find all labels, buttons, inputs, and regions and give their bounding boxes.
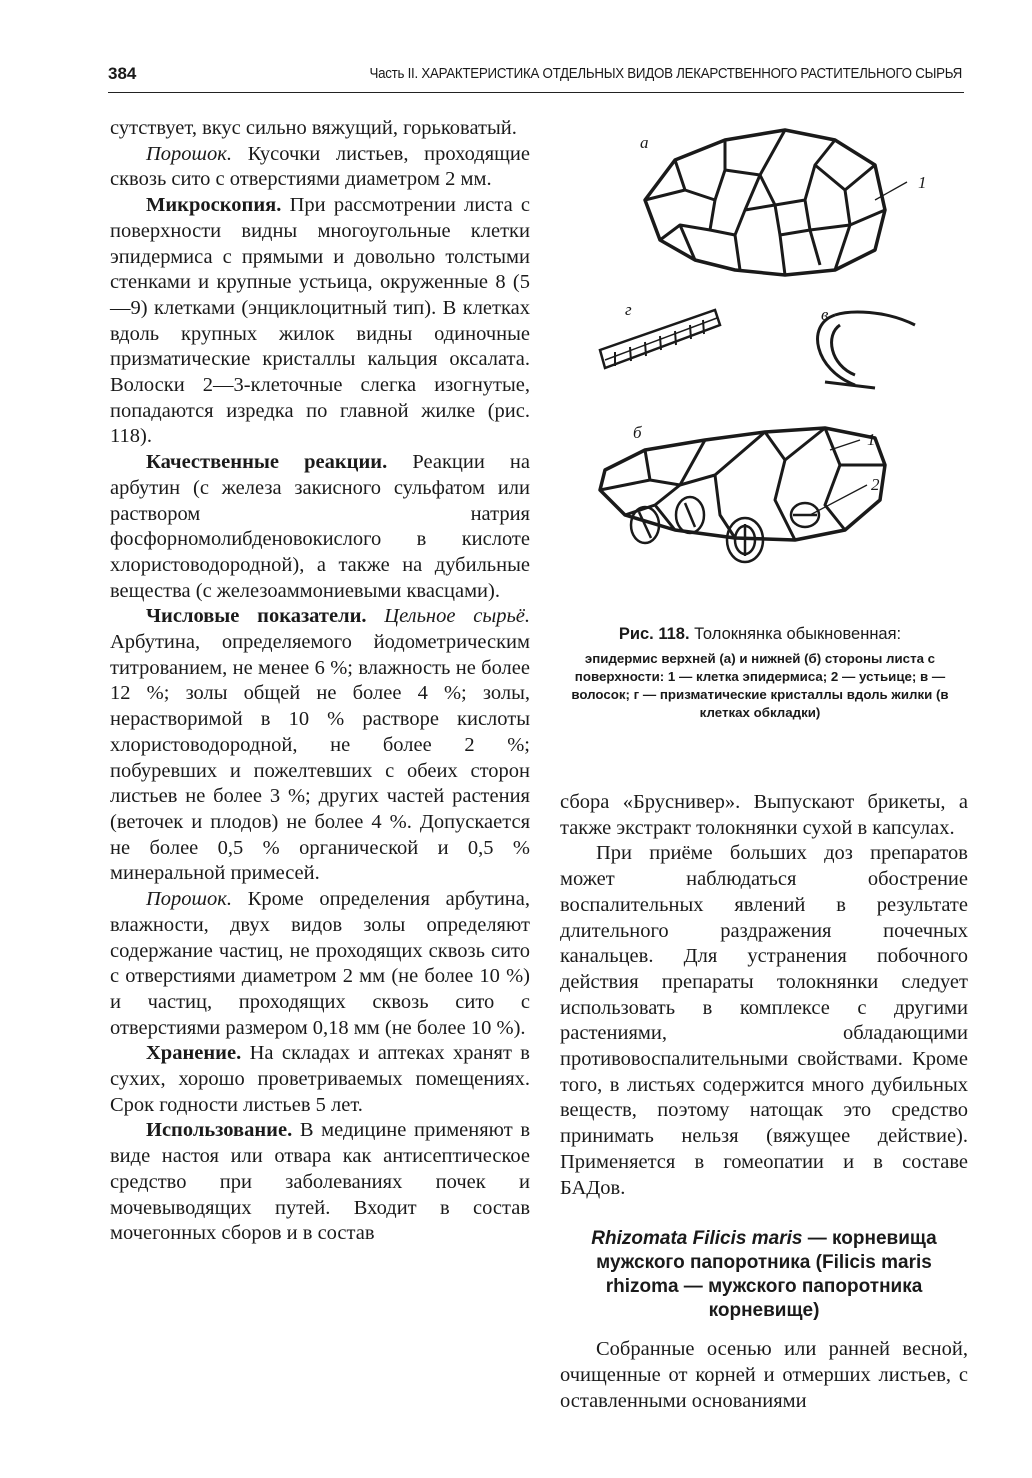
section-heading: Rhizomata Filicis maris — корневища мужского папоротника (Filicis maris rhizoma — мужского папоротника корневище)	[591, 1228, 937, 1322]
figure-118	[585, 120, 965, 615]
label-2: 2	[871, 475, 880, 494]
section-label: Микроскопия.	[146, 194, 282, 217]
section-label: Хранение.	[146, 1042, 242, 1065]
paragraph: Собранные осенью или ранней весной, очищенные от корней и отмерших листьев, с оставленными основаниями	[560, 1338, 968, 1412]
paragraph: сбора «Бруснивер». Выпускают брикеты, а также экстракт толокнянки сухой в капсулах.	[560, 791, 968, 839]
paragraph: Использование. В медицине применяют в виде настоя или отвара как антисептическое средство при заболеваниях почек и мочевыводящих путей. Входит в состав мочегонных сборов и в состав	[110, 1119, 530, 1245]
figure-caption	[555, 625, 965, 722]
epidermis-illustration	[585, 120, 965, 615]
inline-label: Порошок.	[146, 142, 232, 165]
paragraph: Числовые показатели. Цельное сырьё. Арбутина, определяемого йодометрическим титрованием, не менее 6 %; влажность не более 12 %; золы общей не более 4 %; золы, нерастворимой в 10 % растворе кислоты хлористоводородной, не более 2 %; побуревших и пожелтевших с обеих сторон листьев не более 3 %; других частей растения (веточек и плодов) не более 4 %. Допускается не более 0,5 % органической и 0,5 % минеральной примесей.	[110, 605, 531, 885]
label-a: а	[640, 133, 649, 152]
section-label: Числовые показатели.	[146, 605, 367, 628]
page-number: 384	[108, 64, 137, 83]
label-1a: 1	[918, 173, 927, 192]
section-label: Качественные реакции.	[146, 451, 388, 474]
label-v: в	[821, 305, 829, 324]
left-column	[110, 116, 530, 1247]
running-title: Часть II. ХАРАКТЕРИСТИКА ОТДЕЛЬНЫХ ВИДОВ ЛЕКАРСТВЕННОГО РАСТИТЕЛЬНОГО СЫРЬЯ	[369, 66, 962, 82]
epidermis-b-cells	[600, 428, 885, 540]
inline-label: Порошок.	[146, 888, 232, 911]
paragraph: Порошок. Кусочки листьев, проходящие сквозь сито с отверстиями диаметром 2 мм.	[110, 142, 530, 191]
paragraph: Хранение. На складах и аптеках хранят в сухих, хорошо проветриваемых помещениях. Срок годности листьев 5 лет.	[110, 1042, 530, 1116]
caption-title: Рис. 118. Толокнянка обыкновенная:	[618, 625, 902, 643]
paragraph: сутствует, вкус сильно вяжущий, горьковатый.	[110, 117, 517, 139]
right-column	[560, 790, 968, 1414]
paragraph: Качественные реакции. Реакции на арбутин (с железа закисного сульфатом или раствором натрия фосфорномолибденовокислого в кислоте хлористоводородной), а также на дубильные вещества (с железоаммониевыми квасцами).	[110, 451, 530, 602]
label-1b: 1	[867, 430, 876, 449]
label-g: г	[625, 300, 632, 319]
crystals-g	[600, 310, 720, 368]
paragraph: Микроскопия. При рассмотрении листа с поверхности видны многоугольные клетки эпидермиса с прямыми и довольно толстыми стенками и крупные устьица, окруженные 8 (5—9) клетками (энциклоцитный тип). В клетках вдоль крупных жилок видны одиночные призматические кристаллы кальция оксалата. Волоски 2—3-клеточные слегка изогнутые, попадаются изредка по главной жилке (рис. 118).	[110, 194, 530, 448]
page-header	[108, 62, 964, 93]
paragraph: Порошок. Кроме определения арбутина, влажности, двух видов золы определяют содержание частиц, не проходящих сквозь сито с отверстиями диаметром 2 мм (не более 10 %) и частиц, проходящих сквозь сито с отверстиями размером 0,18 мм (не более 10 %).	[110, 888, 530, 1039]
label-b: б	[633, 423, 642, 442]
hair-v	[818, 312, 915, 388]
paragraph: При приёме больших доз препаратов может наблюдаться обострение воспалительных явлений в результате длительного раздражения почечных канальцев. Для устранения побочного действия препараты толокнянки следует использовать в комплексе с другими растениями, обладающими противовоспалительными свойствами. Кроме того, в листьях содержится много дубильных веществ, поэтому натощак это средство принимать нельзя (вяжущее действие). Применяется в гомеопатии и в составе БАДов.	[560, 842, 968, 1199]
caption-body: эпидермис верхней (а) и нижней (б) стороны листа с поверхности: 1 — клетка эпидермиса; 2 — устьице; в — волосок; г — призматические кристаллы вдоль жилки (в клетках обкладки)	[571, 651, 949, 720]
epidermis-a-cells	[645, 130, 885, 275]
section-label: Использование.	[146, 1119, 293, 1142]
